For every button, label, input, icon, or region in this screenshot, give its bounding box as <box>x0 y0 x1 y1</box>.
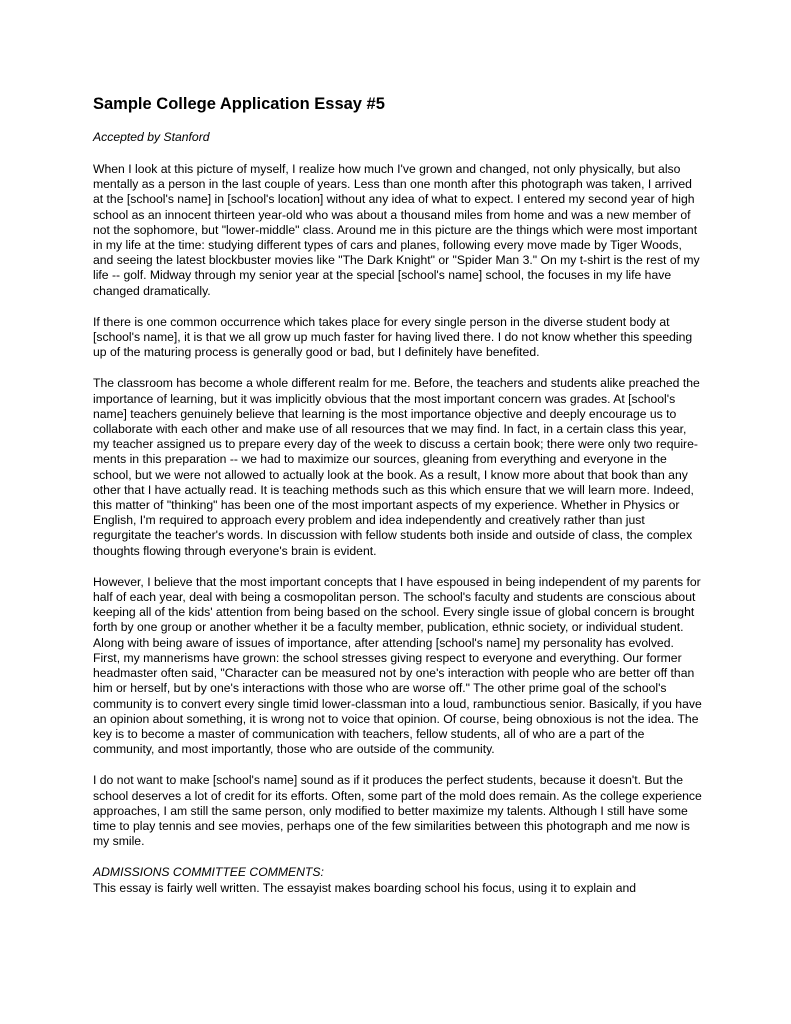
essay-paragraph-3: The classroom has become a whole different realm for me. Before, the teachers and students alike preached the importance of learning, but it was implicitly obvious that the most important concern was grades. At [school's name] teachers genuinely believe that learning is the most importance objective and deeply encourage us to collaborate with each other and make use of all resources that we may find. In fact, in a certain class this year, my teacher assigned us to prepare every day of the week to discuss a certain book; there were only two require-ments in this preparation -- we had to maximize our sources, gleaning from everything and everyone in the school, but we were not allowed to actually look at the book. As a result, I know more about that book than any other that I have actually read. It is teaching methods such as this which ensure that we will learn more. Indeed, this matter of "thinking" has been one of the most important aspects of my experience. Whether in Physics or English, I'm required to approach every problem and idea independently and creatively rather than just regurgitate the teacher's words. In discussion with fellow students both inside and outside of class, the complex thoughts flowing through everyone's brain is evident. <box>93 376 700 558</box>
essay-paragraph-2: If there is one common occurrence which takes place for every single person in the diverse student body at [school's name], it is that we all grow up much faster for having lived there. I do not know whether this speeding up of the maturing process is generally good or bad, but I definitely have benefited. <box>93 314 693 360</box>
admissions-comments-text: This essay is fairly well written. The essayist makes boarding school his focus, using it to explain and <box>93 880 637 895</box>
essay-paragraph-1: When I look at this picture of myself, I realize how much I've grown and changed, not only physically, but also mentally as a person in the last couple of years. Less than one month after this photograph was taken, I arrived at the [school's name] in [school's location] without any idea of what to expect. I entered my second year of high school as an innocent thirteen year-old who was about a thousand miles from home and was a new member of not the sophomore, but "lower-middle" class. Around me in this picture are the things which were most important in my life at the time: studying different types of cars and planes, following every move made by Tiger Woods, and seeing the latest blockbuster movies like "The Dark Knight" or "Spider Man 3." On my t-shirt is the rest of my life -- golf. Midway through my senior year at the special [school's name] school, the focuses in my life have changed dramatically. <box>93 162 700 298</box>
admissions-comments-heading: ADMISSIONS COMMITTEE COMMENTS: <box>93 865 324 880</box>
essay-paragraph-4: However, I believe that the most important concepts that I have espoused in being independent of my parents for half of each year, deal with being a cosmopolitan person. The school's faculty and students are conscious about keeping all of the kids' attention from being based on the school. Every single issue of global concern is brought forth by one group or another whether it be a faculty member, publication, ethnic society, or individual student. Along with being aware of issues of importance, after attending [school's name] my personality has evolved. First, my mannerisms have grown: the school stresses giving respect to everyone and everything. Our former headmaster often said, "Character can be measured not by one's interaction with people who are better off than him or herself, but by one's interactions with those who are worse off." The other prime goal of the school's community is to convert every single timid lower-classman into a loud, rambunctious senior. Basically, if you have an opinion about something, it is wrong not to voice that opinion. Of course, being obnoxious is not the idea. The key is to become a master of communication with teachers, fellow students, all of who are a part of the community, and most importantly, those who are outside of the community. <box>93 574 702 757</box>
essay-paragraph-5: I do not want to make [school's name] sound as if it produces the perfect students, because it doesn't. But the school deserves a lot of credit for its efforts. Often, some part of the mold does remain. As the college experience approaches, I am still the same person, only modified to better maximize my talents. Although I still have some time to play tennis and see movies, perhaps one of the few similarities between this photograph and me now is my smile. <box>93 773 702 849</box>
document-title: Sample College Application Essay #5 <box>93 95 385 113</box>
document-page <box>93 94 703 896</box>
document-subtitle: Accepted by Stanford <box>93 130 210 144</box>
